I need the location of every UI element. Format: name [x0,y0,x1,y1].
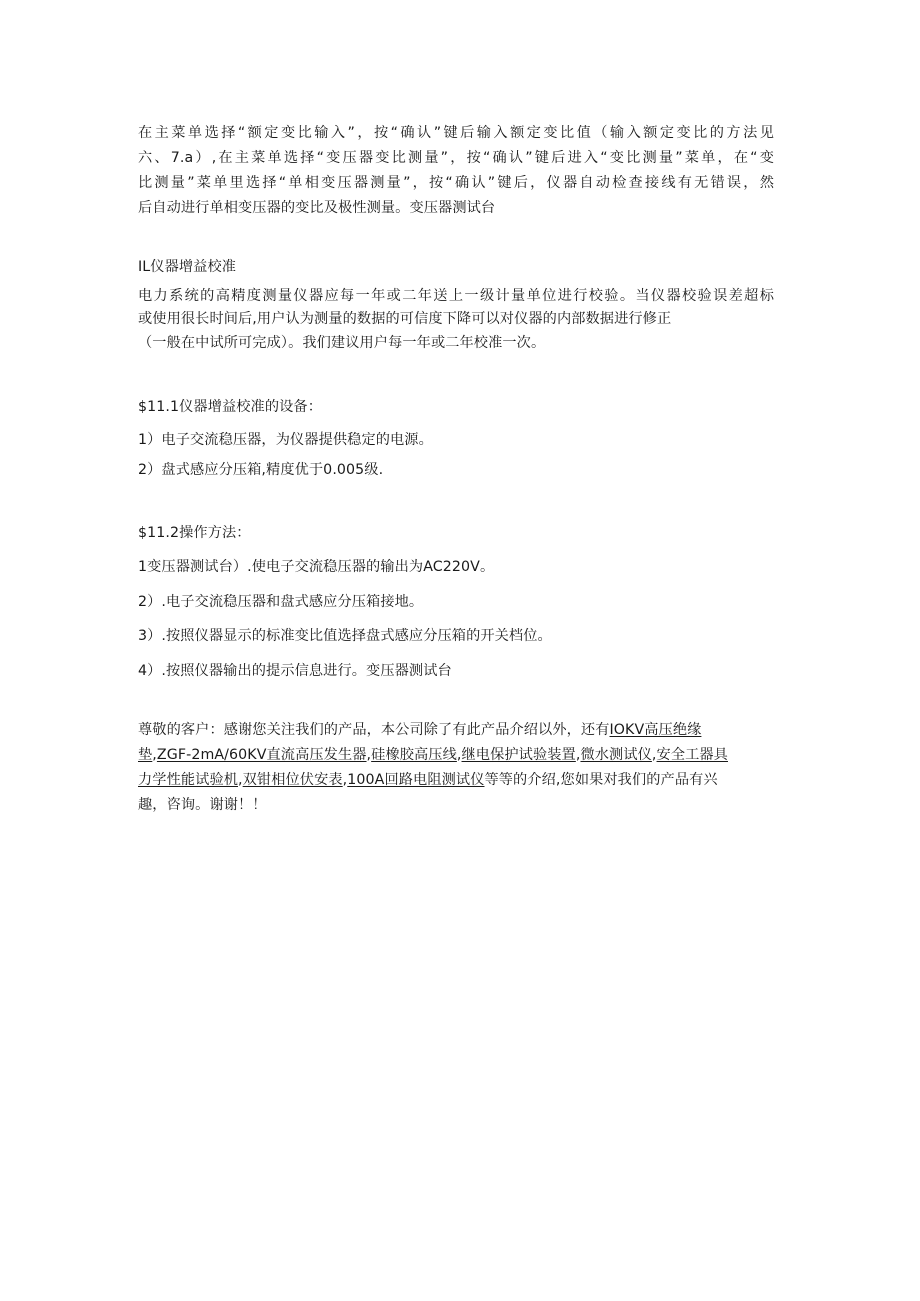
closing-line-2 [138,746,728,764]
link-dc-hv-generator[interactable]: ZGF-2mA/60KV直流高压发生器 [156,747,367,763]
section-11-2-heading: $11.2操作方法： [138,525,251,541]
link-mechanical-testing-machine[interactable]: 力学性能试验机 [138,772,239,788]
separator: , [152,747,157,763]
section-11-2-item-3: 3）.按照仪器显示的标准变比值选择盘式感应分压箱的开关档位。 [138,628,552,644]
intro-line-3: 比测量”菜单里选择“单相变压器测量”，按“确认”键后，仪器自动检查接线有无错误，然 [138,175,774,191]
section-11-para-line-2: 或使用很长时间后,用户认为测量的数据的可信度下降可以对仪器的内部数据进行修正 [138,311,672,327]
intro-line-4: 后自动进行单相变压器的变比及极性测量。变压器测试台 [138,200,496,216]
separator: , [342,772,348,788]
separator: , [238,772,243,788]
link-relay-protection-tester[interactable]: 继电保护试验装置 [461,747,576,763]
section-11-1-heading: $11.1仪器增益校准的设备： [138,399,322,415]
separator: , [366,747,372,763]
section-11-1-item-2: 2）盘式感应分压箱,精度优于0.005级. [138,462,384,478]
link-safety-tools-tester[interactable]: 安全工器具 [656,747,728,763]
link-silicone-hv-wire[interactable]: 硅橡胶高压线 [371,747,457,763]
section-11-2-item-1: 1变压器测试台）.使电子交流稳压器的输出为AC220V。 [138,559,495,575]
link-micro-water-tester[interactable]: 微水测试仪 [580,747,652,763]
section-11-para-line-3: （一般在中试所可完成）。我们建议用户每一年或二年校准一次。 [138,335,546,351]
link-10kv-insulation-mat[interactable]: IOKV高压绝缘 [609,722,702,738]
intro-line-2: 六、7.a）,在主菜单选择“变压器变比测量”，按“确认”键后进入“变比测量”菜单，在“变 [138,150,774,166]
separator: , [651,747,657,763]
intro-line-1: 在主菜单选择“额定变比输入”，按“确认”键后输入额定变比值（输入额定变比的方法见 [138,125,774,141]
section-11-2-item-4: 4）.按照仪器输出的提示信息进行。变压器测试台 [138,663,452,679]
section-11-para-line-1: 电力系统的高精度测量仪器应每一年或二年送上一级计量单位进行校验。当仪器校验误差超标 [138,288,774,304]
separator: , [575,747,581,763]
section-11-heading: IL仪器增益校准 [138,259,237,275]
closing-line-3 [138,771,718,789]
link-100a-loop-resistance-tester[interactable]: 100A回路电阻测试仪 [347,772,485,788]
separator: , [456,747,462,763]
link-dual-clamp-phase-meter[interactable]: 双钳相位伏安表 [242,772,343,788]
closing-line-1 [138,721,701,739]
link-10kv-insulation-mat-cont[interactable]: 垫 [138,747,153,763]
closing-text-1: 尊敬的客户：感谢您关注我们的产品，本公司除了有此产品介绍以外，还有 [138,722,610,738]
section-11-2-item-2: 2）.电子交流稳压器和盘式感应分压箱接地。 [138,594,424,610]
section-11-1-item-1: 1）电子交流稳压器，为仪器提供稳定的电源。 [138,432,433,448]
closing-text-3: 等等的介绍,您如果对我们的产品有兴 [484,772,718,788]
closing-line-4: 趣，咨询。谢谢！！ [138,797,267,813]
